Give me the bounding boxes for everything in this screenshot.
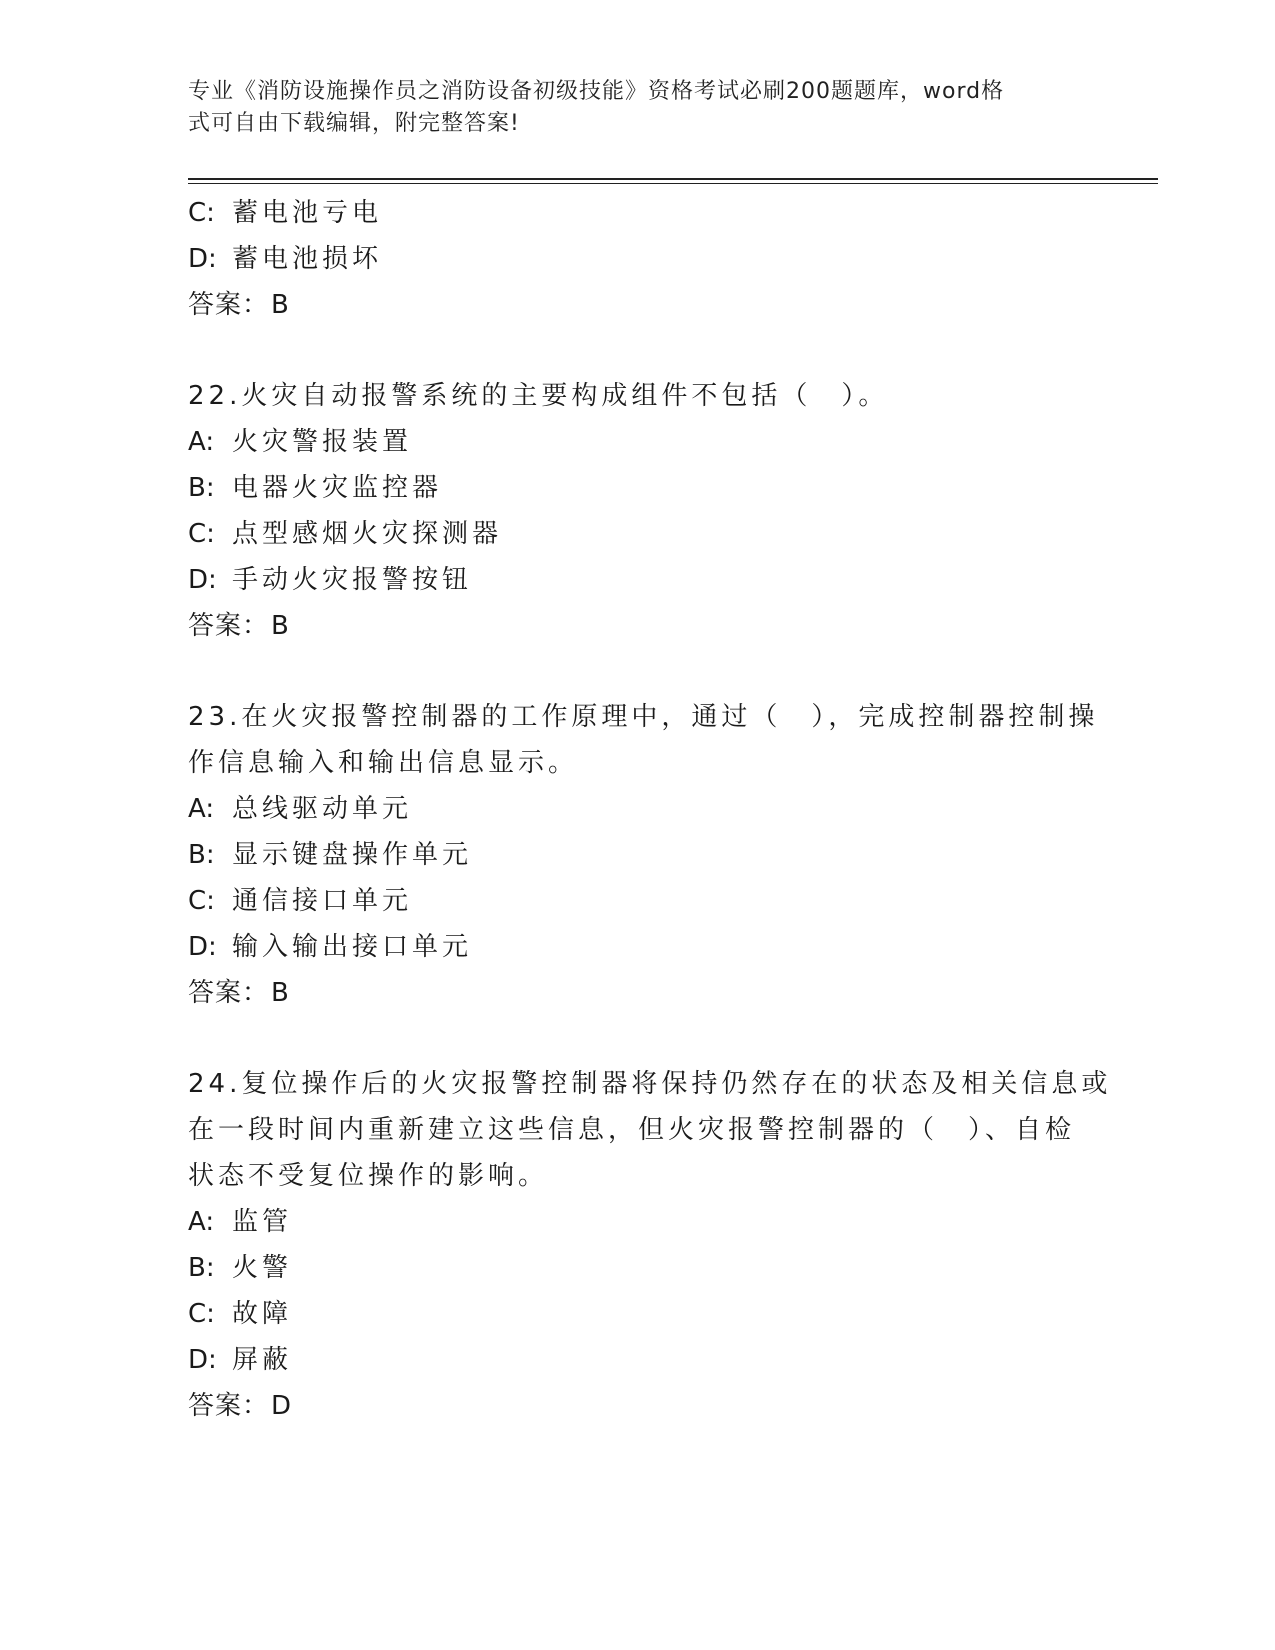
option-text: 监管: [232, 1207, 293, 1237]
answer-value: B: [271, 290, 290, 320]
header-rule-thin: [188, 183, 1158, 184]
answer-line: [188, 282, 1088, 328]
option-d: [188, 1337, 1088, 1383]
page-header: [188, 76, 1068, 140]
answer-label: 答案：: [188, 290, 270, 320]
answer-line: [188, 603, 1088, 649]
option-text: 蓄电池亏电: [232, 198, 383, 228]
option-b: [188, 465, 1088, 511]
spacer: [188, 328, 1088, 373]
option-text: 电器火灾监控器: [232, 473, 443, 503]
option-text: 点型感烟火灾探测器: [232, 519, 503, 549]
question-stem: 作信息输入和输出信息显示。: [188, 748, 579, 778]
option-d: [188, 557, 1088, 603]
option-label: B:: [188, 1253, 215, 1283]
option-b: [188, 832, 1088, 878]
header-line-2: 式可自由下载编辑，附完整答案!: [188, 111, 520, 136]
question-stem: 23.在火灾报警控制器的工作原理中，通过（ ），完成控制器控制操: [188, 702, 1099, 732]
option-c: [188, 190, 1088, 236]
option-a: [188, 419, 1088, 465]
answer-line: [188, 1383, 1088, 1429]
question-stem: 24.复位操作后的火灾报警控制器将保持仍然存在的状态及相关信息或: [188, 1069, 1112, 1099]
spacer: [188, 649, 1088, 694]
header-rule-thick: [188, 178, 1158, 180]
option-text: 输入输出接口单元: [232, 932, 473, 962]
option-text: 总线驱动单元: [232, 794, 413, 824]
option-label: D:: [188, 1345, 217, 1375]
answer-value: B: [271, 611, 290, 641]
option-text: 显示键盘操作单元: [232, 840, 473, 870]
option-a: [188, 786, 1088, 832]
answer-label: 答案：: [188, 978, 270, 1008]
answer-label: 答案：: [188, 611, 270, 641]
option-label: C:: [188, 519, 215, 549]
spacer: [188, 1016, 1088, 1061]
option-label: A:: [188, 427, 215, 457]
option-label: B:: [188, 840, 215, 870]
option-a: [188, 1199, 1088, 1245]
option-label: C:: [188, 1299, 215, 1329]
option-label: D:: [188, 565, 217, 595]
option-label: D:: [188, 932, 217, 962]
option-text: 蓄电池损坏: [232, 244, 383, 274]
continued-question: [188, 190, 1088, 328]
question-23: [188, 694, 1099, 1016]
option-label: C:: [188, 198, 215, 228]
option-text: 火警: [232, 1253, 293, 1283]
question-stem: 22.火灾自动报警系统的主要构成组件不包括（ ）。: [188, 381, 889, 411]
answer-value: D: [271, 1391, 293, 1421]
option-text: 通信接口单元: [232, 886, 413, 916]
option-c: [188, 511, 1088, 557]
option-d: [188, 236, 1088, 282]
question-22: [188, 373, 1088, 649]
option-b: [188, 1245, 1088, 1291]
option-text: 手动火灾报警按钮: [232, 565, 473, 595]
answer-value: B: [271, 978, 290, 1008]
option-text: 屏蔽: [232, 1345, 293, 1375]
option-label: D:: [188, 244, 217, 274]
option-label: A:: [188, 1207, 215, 1237]
option-c: [188, 1291, 1088, 1337]
question-stem: 状态不受复位操作的影响。: [188, 1161, 549, 1191]
option-label: A:: [188, 794, 215, 824]
option-label: C:: [188, 886, 215, 916]
option-label: B:: [188, 473, 215, 503]
answer-line: [188, 970, 1088, 1016]
question-stem: 在一段时间内重新建立这些信息，但火灾报警控制器的（ ）、自检: [188, 1115, 1076, 1145]
option-c: [188, 878, 1088, 924]
option-text: 火灾警报装置: [232, 427, 413, 457]
header-line-1: 专业《消防设施操作员之消防设备初级技能》资格考试必刷200题题库，word格: [188, 79, 1005, 104]
option-d: [188, 924, 1088, 970]
question-24: [188, 1061, 1112, 1429]
answer-label: 答案：: [188, 1391, 270, 1421]
option-text: 故障: [232, 1299, 293, 1329]
question-list: [188, 190, 1112, 1429]
